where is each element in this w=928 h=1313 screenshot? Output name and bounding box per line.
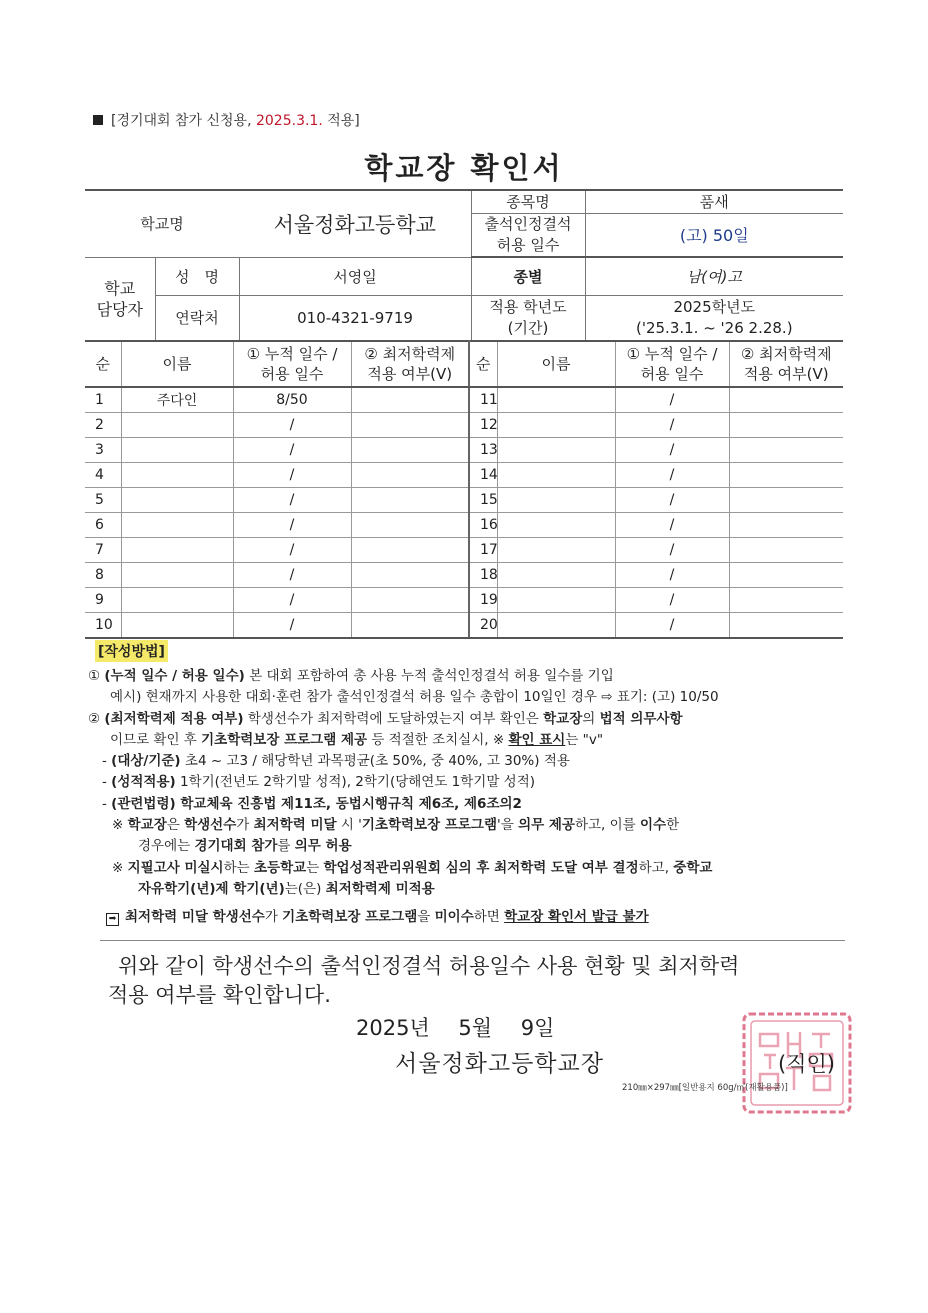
year-value-1: 2025학년도 xyxy=(673,297,756,316)
page-title: 학교장 확인서 xyxy=(364,151,564,185)
note-2-line-2 xyxy=(88,730,848,751)
cell-days: / xyxy=(233,563,351,588)
cell-no: 17 xyxy=(469,538,497,563)
paper-spec: 210㎜×297㎜[일반용지 60g/㎡(재활용품)] xyxy=(622,1083,788,1093)
header-days-2: 허용 일수 xyxy=(260,365,324,383)
cell-name xyxy=(497,488,615,513)
square-bullet-icon xyxy=(93,115,103,125)
note-1-mark: ① xyxy=(88,668,101,684)
sub-note-1-l: 한 xyxy=(666,817,680,834)
note-2-line-2-bold: 기초학력보장 프로그램 제공 xyxy=(201,731,368,748)
cell-no: 14 xyxy=(469,463,497,488)
year-label-1: 적용 학년도 xyxy=(489,297,567,316)
sub-note-2-line-2-c: 최저학력제 미적용 xyxy=(325,880,435,897)
table-row xyxy=(85,513,843,538)
sub-note-2: ※ 지필고사 미실시하는 초등학교는 학업성적관리위원회 심의 후 최저학력 도달 여부 결정하고, 중학교 xyxy=(112,859,713,876)
cell-no: 1 xyxy=(85,387,121,413)
instructions xyxy=(88,666,848,929)
cell-name xyxy=(497,387,615,413)
cell-name: 주다인 xyxy=(121,387,233,413)
cell-name xyxy=(121,438,233,463)
final-note-a: 최저학력 미달 학생선수 xyxy=(125,909,265,926)
header-min xyxy=(351,341,469,387)
header-note-date: 2025.3.1. xyxy=(255,113,323,129)
table-row xyxy=(85,488,843,513)
sub-note-1-a: 학교장 xyxy=(127,817,167,834)
arrow-box-icon: ➡ xyxy=(106,913,119,926)
header-min-right xyxy=(729,341,843,387)
sub-note-1-f: 시 ' xyxy=(340,817,362,834)
cell-no: 20 xyxy=(469,613,497,639)
sub-note-1-line-2-b: 경기대회 참가 xyxy=(194,838,278,855)
detail-2-text: 1학기(전년도 2학기말 성적), 2학기(당해연도 1학기말 성적) xyxy=(179,774,536,791)
sub-note-1-line-2-d: 의무 허용 xyxy=(294,838,352,855)
cell-days: / xyxy=(615,438,729,463)
final-note-c: 기초학력보장 프로그램 xyxy=(282,909,418,926)
header-min-1: ② 최저학력제 xyxy=(364,345,456,363)
cell-no: 6 xyxy=(85,513,121,538)
cell-days: / xyxy=(615,488,729,513)
cell-no: 15 xyxy=(469,488,497,513)
final-note xyxy=(88,907,848,928)
sub-note-2-d: 는 xyxy=(306,859,320,876)
cell-name xyxy=(497,563,615,588)
table-row xyxy=(85,387,843,413)
note-2-line-2-b: 등 적절한 조치실시, ※ xyxy=(371,731,505,748)
method-title: [작성방법] xyxy=(95,640,168,662)
header-note-suffix: 적용] xyxy=(327,113,360,129)
header-note-prefix: [경기대회 참가 신청용, xyxy=(111,113,252,129)
school-name: 서울정화고등학교 xyxy=(239,190,471,257)
sub-note-1-c: 학생선수 xyxy=(184,817,237,834)
note-2-text-a: 학생선수가 최저학력에 도달하였는지 여부 확인은 xyxy=(247,710,539,727)
name-label: 성 명 xyxy=(155,257,239,295)
staff-label-1: 학교 xyxy=(104,279,136,298)
cell-name xyxy=(121,563,233,588)
detail-2-bold: (성적적용) xyxy=(111,774,176,791)
header-days-right-2: 허용 일수 xyxy=(640,365,704,383)
cell-days: / xyxy=(233,488,351,513)
cell-min xyxy=(729,488,843,513)
cell-name xyxy=(497,513,615,538)
note-1-bold: (누적 일수 / 허용 일수) xyxy=(104,668,245,684)
detail-1: - (대상/기준) 초4 ~ 고3 / 해당학년 과목평균(초 50%, 중 40%, 고 30%) 적용 xyxy=(102,753,570,770)
sub-note-1-line-2-a: 경우에는 xyxy=(138,838,191,855)
year-value xyxy=(585,295,843,341)
cell-no: 12 xyxy=(469,413,497,438)
sub-note-1-k: 이수 xyxy=(640,817,667,834)
cell-min xyxy=(729,438,843,463)
seal-label: (직인) xyxy=(778,1052,835,1076)
detail-3-bold: (관련법령) 학교체육 진흥법 제11조, 동법시행규칙 제6조, 제6조의2 xyxy=(111,795,522,812)
principal-name: 서울정화고등학교장 xyxy=(395,1051,604,1077)
final-note-b: 가 xyxy=(264,909,278,926)
staff-label xyxy=(85,257,155,341)
cell-no: 19 xyxy=(469,588,497,613)
header-name: 이름 xyxy=(121,341,233,387)
header-min-right-1: ② 최저학력제 xyxy=(740,345,832,363)
cell-min xyxy=(729,463,843,488)
cell-name xyxy=(497,588,615,613)
cell-name xyxy=(121,463,233,488)
cell-no: 8 xyxy=(85,563,121,588)
header-days xyxy=(233,341,351,387)
table-row xyxy=(85,413,843,438)
sub-note-2-a: 지필고사 미실시 xyxy=(127,859,224,876)
year-label-2: (기간) xyxy=(507,318,549,337)
sub-note-1-e: 최저학력 미달 xyxy=(253,817,337,834)
header-name-right: 이름 xyxy=(497,341,615,387)
cell-name xyxy=(121,538,233,563)
table-row xyxy=(85,438,843,463)
note-2-bold-b: 학교장 xyxy=(543,710,583,727)
cell-min xyxy=(729,513,843,538)
gender-label: 종별 xyxy=(471,257,585,295)
cell-min xyxy=(351,438,469,463)
note-2-line-2-a: 이므로 확인 후 xyxy=(110,731,197,748)
header-days-1: ① 누적 일수 / xyxy=(246,345,338,363)
cell-no: 9 xyxy=(85,588,121,613)
cell-days: / xyxy=(233,413,351,438)
final-note-e: 미이수 xyxy=(434,909,474,926)
attendance-table xyxy=(85,340,843,639)
cell-min xyxy=(351,588,469,613)
cell-days: / xyxy=(615,513,729,538)
year-value-2: ('25.3.1. ~ '26 2.28.) xyxy=(635,318,793,337)
cell-no: 4 xyxy=(85,463,121,488)
cell-no: 2 xyxy=(85,413,121,438)
final-note-g: 학교장 확인서 발급 불가 xyxy=(504,909,649,926)
event-value: 품새 xyxy=(585,190,843,213)
cell-name xyxy=(121,588,233,613)
confirmation-line-2: 적용 여부를 확인합니다. xyxy=(108,983,331,1007)
header-no: 순 xyxy=(85,341,121,387)
header-days-right xyxy=(615,341,729,387)
cell-days: / xyxy=(233,513,351,538)
cell-min xyxy=(351,513,469,538)
header-no-right: 순 xyxy=(469,341,497,387)
cell-no: 16 xyxy=(469,513,497,538)
sub-note-2-e: 학업성적관리위원회 심의 후 최저학력 도달 여부 결정 xyxy=(323,859,639,876)
note-1-example: 예시) 현재까지 사용한 대회·훈련 참가 출석인정결석 허용 일수 총합이 10일인 경우 ⇨ 표기: (고) 10/50 xyxy=(110,689,719,706)
cell-min xyxy=(351,413,469,438)
cell-days: / xyxy=(233,438,351,463)
sub-note-2-g: 중학교 xyxy=(673,859,713,876)
note-2-line-2-underline: 확인 표시 xyxy=(508,731,566,748)
note-1-text: 본 대회 포함하여 총 사용 누적 출석인정결석 허용 일수를 기입 xyxy=(249,668,614,684)
cell-name xyxy=(497,438,615,463)
cell-days: / xyxy=(615,387,729,413)
cell-days: / xyxy=(233,588,351,613)
sub-note-2-f: 하고, xyxy=(638,859,669,876)
cell-name xyxy=(497,613,615,639)
issue-date: 2025년 5월 9일 xyxy=(356,1016,555,1040)
cell-min xyxy=(351,463,469,488)
cell-name xyxy=(121,513,233,538)
cell-days: / xyxy=(615,538,729,563)
note-2-bold: (최저학력제 적용 여부) xyxy=(104,710,244,727)
cell-min xyxy=(351,488,469,513)
info-table xyxy=(85,189,843,342)
note-2-mark: ② xyxy=(88,710,101,727)
cell-no: 5 xyxy=(85,488,121,513)
detail-1-text: 초4 ~ 고3 / 해당학년 과목평균(초 50%, 중 40%, 고 30%) 적용 xyxy=(184,753,570,770)
header-min-2: 적용 여부(V) xyxy=(367,365,453,383)
cell-days: / xyxy=(615,463,729,488)
cell-name xyxy=(121,613,233,639)
event-label: 종목명 xyxy=(471,190,585,213)
cell-days: / xyxy=(615,413,729,438)
cell-min xyxy=(351,538,469,563)
detail-3: - (관련법령) 학교체육 진흥법 제11조, 동법시행규칙 제6조, 제6조의2 xyxy=(102,795,522,812)
cell-days: / xyxy=(615,563,729,588)
allowed-days-label-1: 출석인정결석 xyxy=(484,214,572,233)
staff-label-2: 담당자 xyxy=(96,300,143,319)
header-min-right-2: 적용 여부(V) xyxy=(743,365,829,383)
sub-note-1-line-2-c: 를 xyxy=(277,838,291,855)
sub-note-1-j: 하고, 이를 xyxy=(574,817,636,834)
note-2-line-2-c: 는 "v" xyxy=(565,731,604,748)
cell-days: / xyxy=(233,463,351,488)
name-value: 서영일 xyxy=(239,257,471,295)
contact-label: 연락처 xyxy=(155,295,239,341)
cell-no: 7 xyxy=(85,538,121,563)
cell-no: 13 xyxy=(469,438,497,463)
detail-2: - (성적적용) 1학기(전년도 2학기말 성적), 2학기(당해연도 1학기말 성적) xyxy=(102,774,536,791)
sub-note-1-b: 은 xyxy=(166,817,180,834)
cell-min xyxy=(729,538,843,563)
sub-note-1-h: '을 xyxy=(497,817,514,834)
table-row xyxy=(85,463,843,488)
year-label xyxy=(471,295,585,341)
cell-no: 11 xyxy=(469,387,497,413)
cell-no: 18 xyxy=(469,563,497,588)
cell-no: 3 xyxy=(85,438,121,463)
cell-name xyxy=(497,413,615,438)
allowed-days-value: (고) 50일 xyxy=(585,213,843,257)
cell-days: / xyxy=(615,588,729,613)
cell-min xyxy=(729,563,843,588)
table-row xyxy=(85,563,843,588)
cell-days: 8/50 xyxy=(233,387,351,413)
cell-min xyxy=(351,563,469,588)
note-1 xyxy=(88,666,848,687)
contact-value: 010-4321-9719 xyxy=(239,295,471,341)
cell-days: / xyxy=(615,613,729,639)
cell-min xyxy=(729,387,843,413)
allowed-days-label xyxy=(471,213,585,257)
header-note xyxy=(93,110,360,130)
confirmation-text xyxy=(108,952,848,1010)
sub-note-1-i: 의무 제공 xyxy=(518,817,575,834)
final-note-f: 하면 xyxy=(473,909,500,926)
gender-value: 남(여)고 xyxy=(585,257,843,295)
cell-name xyxy=(497,538,615,563)
cell-min xyxy=(351,387,469,413)
table-row xyxy=(85,588,843,613)
sub-note-1-g: 기초학력보장 프로그램 xyxy=(361,817,498,834)
note-2 xyxy=(88,709,848,730)
cell-min xyxy=(729,413,843,438)
sub-note-1-line-2 xyxy=(88,836,848,857)
cell-min xyxy=(351,613,469,639)
attendance-table-body xyxy=(85,387,843,638)
note-2-text-c: 의 xyxy=(582,710,596,727)
sub-note-2-line-2-b: 는(은) xyxy=(284,880,322,897)
cell-days: / xyxy=(233,613,351,639)
sub-note-1-d: 가 xyxy=(236,817,250,834)
allowed-days-label-2: 허용 일수 xyxy=(496,235,560,254)
sub-note-2-line-2 xyxy=(88,879,848,900)
cell-days: / xyxy=(233,538,351,563)
cell-name xyxy=(121,413,233,438)
note-2-bold-d: 법적 의무사항 xyxy=(599,710,683,727)
cell-min xyxy=(729,588,843,613)
cell-name xyxy=(121,488,233,513)
sub-note-2-line-2-a: 자유학기(년)제 학기(년) xyxy=(138,880,285,897)
sub-note-1: ※ 학교장은 학생선수가 최저학력 미달 시 '기초학력보장 프로그램'을 의무 제공하고, 이를 이수한 xyxy=(112,817,680,834)
sub-note-2-c: 초등학교 xyxy=(254,859,307,876)
final-note-d: 을 xyxy=(417,909,431,926)
school-label: 학교명 xyxy=(85,190,239,257)
confirmation-line-1: 위와 같이 학생선수의 출석인정결석 허용일수 사용 현황 및 최저학력 xyxy=(118,954,740,978)
cell-no: 10 xyxy=(85,613,121,639)
detail-1-bold: (대상/기준) xyxy=(111,753,181,770)
table-row xyxy=(85,538,843,563)
header-days-right-1: ① 누적 일수 / xyxy=(626,345,718,363)
cell-name xyxy=(497,463,615,488)
table-row xyxy=(85,613,843,639)
divider xyxy=(100,940,845,941)
sub-note-2-b: 하는 xyxy=(223,859,250,876)
cell-min xyxy=(729,613,843,639)
